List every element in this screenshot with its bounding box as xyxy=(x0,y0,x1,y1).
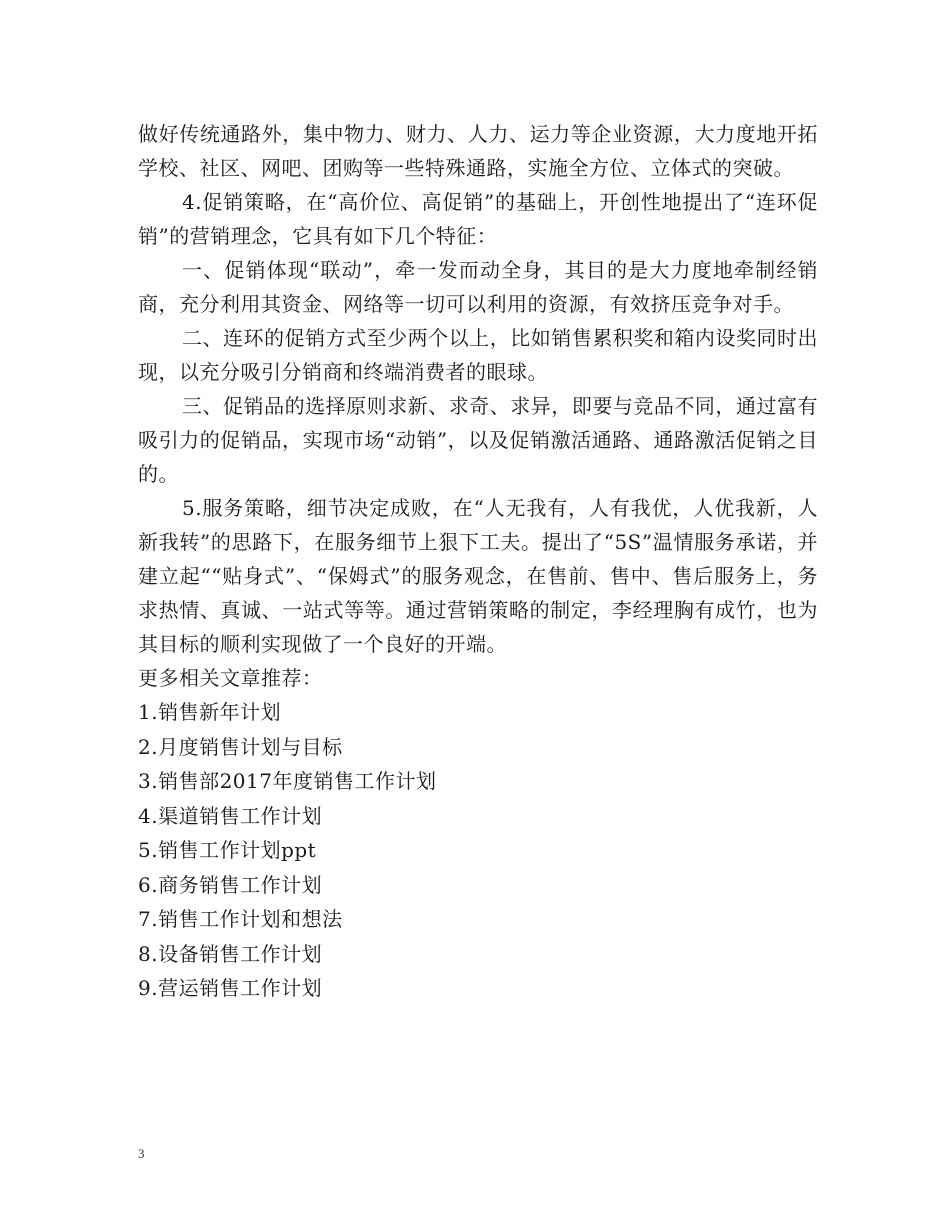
paragraph-feature-three: 三、促销品的选择原则求新、求奇、求异，即要与竞品不同，通过富有吸引力的促销品，实现市场“动销”，以及促销激活通路、通路激活促销之目的。 xyxy=(138,394,818,486)
paragraph-feature-two: 二、连环的促销方式至少两个以上，比如销售累积奖和箱内设奖同时出现，以充分吸引分销商和终端消费者的眼球。 xyxy=(138,326,818,384)
paragraph-promotion-strategy: 4.促销策略，在“高价位、高促销”的基础上，开创性地提出了“连环促销”的营销理念，它具有如下几个特征： xyxy=(138,190,818,248)
related-article-link[interactable]: 7.销售工作计划和想法 xyxy=(138,907,343,931)
related-article-link[interactable]: 3.销售部2017年度销售工作计划 xyxy=(138,769,437,793)
related-articles-list xyxy=(138,695,818,1006)
related-article-link[interactable]: 6.商务销售工作计划 xyxy=(138,872,323,897)
paragraph-feature-one: 一、促销体现“联动”，牵一发而动全身，其目的是大力度地牵制经销商，充分利用其资金、网络等一切可以利用的资源，有效挤压竞争对手。 xyxy=(138,258,818,316)
related-article-link[interactable]: 1.销售新年计划 xyxy=(138,700,282,724)
paragraph-service-strategy: 5.服务策略，细节决定成败，在“人无我有，人有我优，人优我新，人新我转”的思路下，在服务细节上狠下工夫。提出了“5S”温情服务承诺，并建立起““贴身式”、“保姆式”的服务观念，在售前、售中、售后服务上，务求热情、真诚、一站式等等。通过营销策略的制定，李经理胸有成竹，也为其目标的顺利实现做了一个良好的开端。 xyxy=(138,496,818,656)
related-articles-heading: 更多相关文章推荐： xyxy=(138,666,323,690)
related-article-link[interactable]: 2.月度销售计划与目标 xyxy=(138,734,343,759)
related-article-link[interactable]: 8.设备销售工作计划 xyxy=(138,941,323,966)
paragraph-channel-strategy: 做好传统通路外，集中物力、财力、人力、运力等企业资源，大力度地开拓学校、社区、网吧、团购等一些特殊通路，实施全方位、立体式的突破。 xyxy=(138,122,818,180)
page-number: 3 xyxy=(138,1146,145,1161)
related-article-link[interactable]: 9.营运销售工作计划 xyxy=(138,976,323,1000)
related-article-link[interactable]: 4.渠道销售工作计划 xyxy=(138,803,323,828)
related-article-link[interactable]: 5.销售工作计划ppt xyxy=(138,838,317,862)
document-body xyxy=(138,117,818,1006)
